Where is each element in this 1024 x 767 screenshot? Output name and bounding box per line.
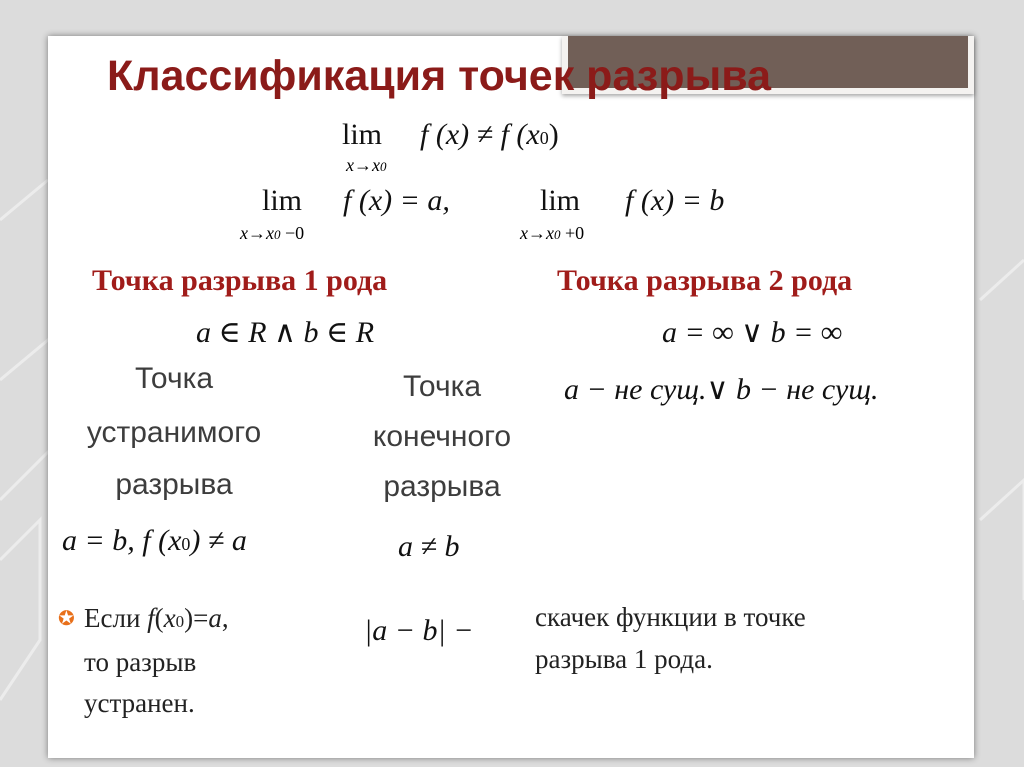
left-limit-underscript: x→x0 −0 — [240, 223, 305, 243]
right-limit-expression: f (x) = b — [625, 184, 725, 217]
slide-title: Классификация точек разрыва — [107, 52, 772, 100]
left-limit-lim: lim — [262, 184, 303, 217]
finite-condition: a ≠ b — [398, 530, 460, 563]
removable-discontinuity-label: Точка устранимого разрыва — [86, 362, 262, 501]
second-kind-heading: Точка разрыва 2 рода — [557, 264, 853, 297]
right-limit-underscript: x→x0 +0 — [520, 223, 585, 243]
removed-note: Если f(x0)=a, то разрыв устранен. — [84, 598, 229, 724]
first-kind-condition: a ∈ R ∧ b ∈ R — [196, 316, 375, 349]
second-kind-condition-infinite: a = ∞ ∨ b = ∞ — [662, 316, 843, 349]
left-limit-expression: f (x) = a, — [343, 184, 450, 217]
removable-condition: a = b, f (x0) ≠ a — [62, 524, 247, 557]
removed-note-line1: Если f(x0)=a, — [84, 603, 229, 633]
jump-formula: |a − b| − — [364, 614, 474, 647]
first-kind-heading: Точка разрыва 1 рода — [92, 264, 388, 297]
finite-discontinuity-label: Точка конечного разрыва — [372, 370, 512, 503]
formula-limit-expression: f (x) ≠ f (x0) — [420, 118, 559, 151]
formula-limit-underscript: x→x0 — [346, 155, 387, 175]
right-limit-lim: lim — [540, 184, 581, 217]
formula-limit-inequality: lim — [342, 118, 383, 151]
second-kind-condition-nonexistent: a − не сущ.∨ b − не сущ. — [564, 373, 879, 406]
jump-description: скачек функции в точке разрыва 1 рода. — [535, 602, 806, 674]
bullet-icon: ✪ — [58, 608, 75, 630]
